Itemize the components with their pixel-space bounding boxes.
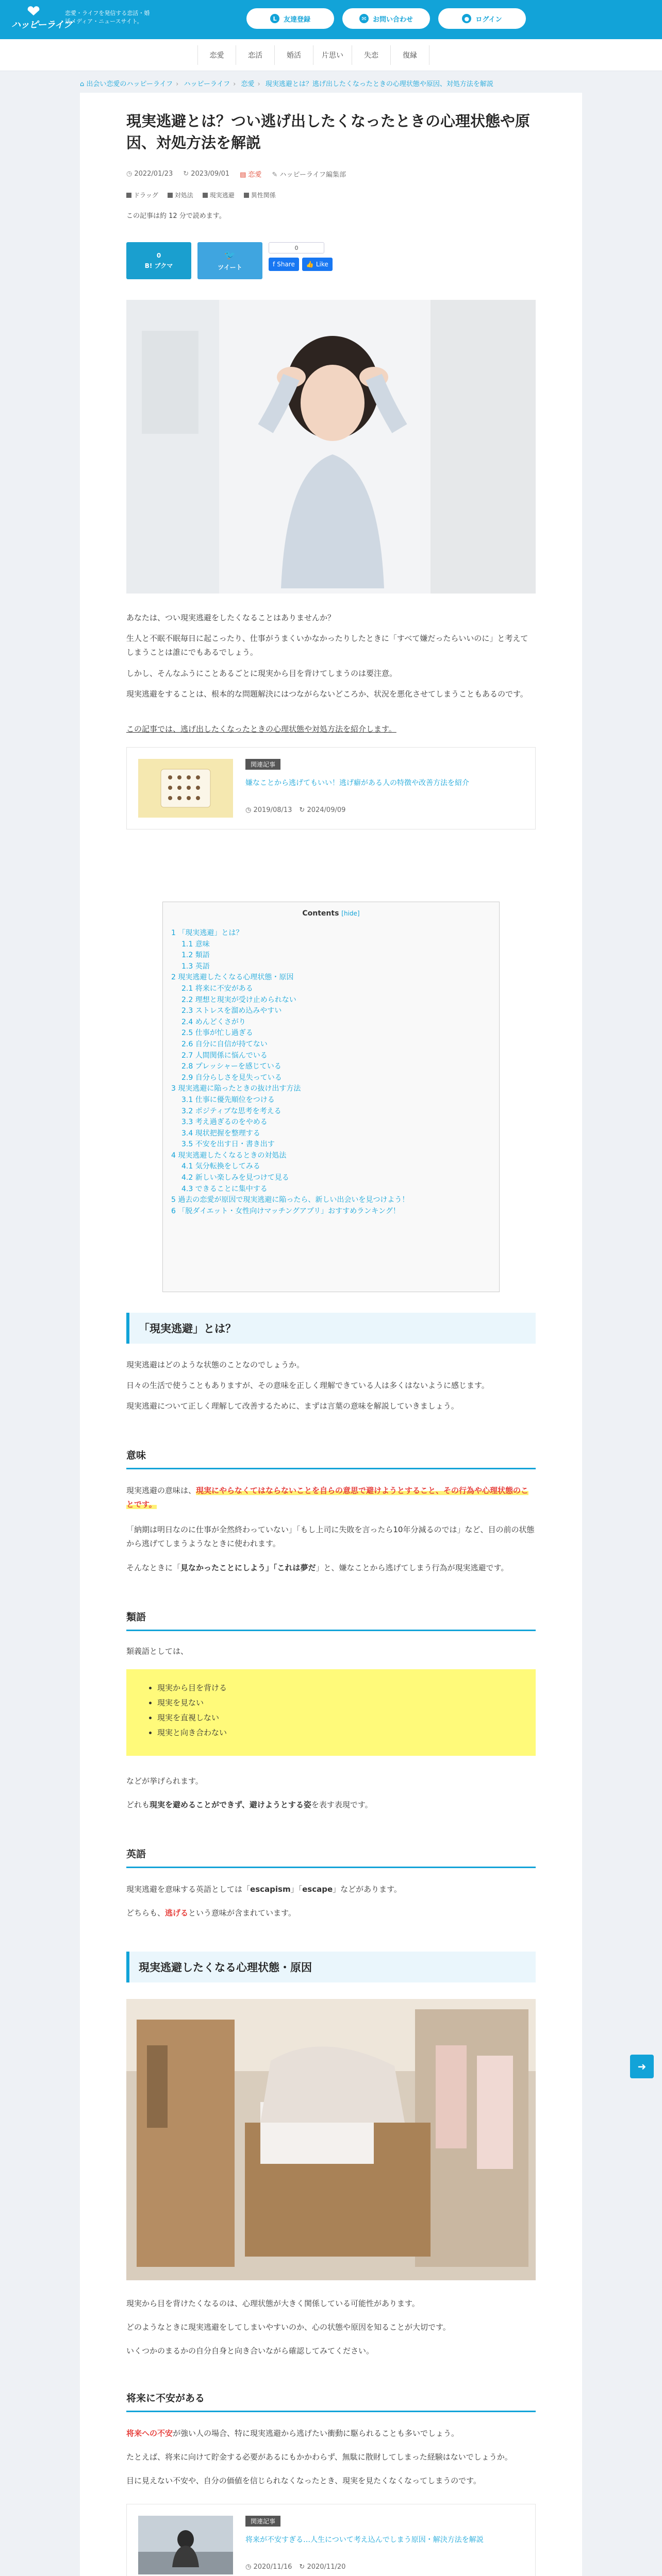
toc-item[interactable]: 1.1 意味 (181, 940, 210, 948)
red-text: 逃げる (165, 1908, 189, 1918)
s1-p1: 現実逃避はどのような状態のことなのでしょうか。 (126, 1360, 305, 1369)
toc-item[interactable]: 2.9 自分らしさを見失っている (181, 1073, 282, 1082)
updated-date: 2023/09/01 (191, 170, 230, 178)
global-nav (0, 39, 662, 71)
logo-text: ハッピーライフ (11, 20, 72, 30)
toc-item[interactable]: 3.2 ポジティブな思考を考える (181, 1107, 282, 1115)
facebook-widget (269, 242, 328, 279)
toc-item[interactable]: 3.5 不安を出す日・書き出す (181, 1140, 275, 1149)
bookmark-label: B! ブクマ (144, 262, 173, 269)
refresh-icon: ↻ (183, 170, 189, 178)
login-label: ログイン (475, 15, 502, 24)
facebook-count: 0 (269, 242, 324, 253)
tweet-label: ツイート (218, 264, 242, 271)
related-article-card[interactable] (126, 747, 536, 829)
read-time: この記事は約 12 分で読めます。 (126, 212, 226, 220)
clock-icon: ◷ (245, 806, 254, 814)
intro-p5: この記事では、逃げ出したくなったときの心理状態や対処方法を紹介します。 (126, 724, 396, 734)
highlight-text: 現実にやらなくてはならないことを自らの意思で避けようとすること、その行為や心理状態のことです。 (126, 1486, 529, 1509)
toc-title-text: Contents (302, 909, 339, 918)
s1-p3: 現実逃避について正しく理解して改善するために、まずは言葉の意味を解説していきましょう。 (126, 1401, 459, 1411)
hero-image (126, 300, 536, 594)
tag-label: 異性関係 (251, 192, 276, 199)
tag-label: ドラッグ (134, 192, 158, 199)
toc-item[interactable]: 2.6 自分に自信が持てない (181, 1040, 268, 1048)
toc-item[interactable]: 5 過去の恋愛が原因で現実逃避に陥ったら、新しい出会いを見つけよう！ (171, 1196, 409, 1205)
twitter-icon: 🐦 (224, 250, 236, 261)
breadcrumb-site[interactable]: ハッピーライフ (184, 80, 230, 88)
thumbs-up-icon: 👍 (306, 261, 314, 268)
toc-item[interactable]: 4 現実逃避したくなるときの対処法 (171, 1151, 287, 1160)
tag-icon (244, 193, 249, 198)
article-meta (126, 169, 536, 179)
related-label: 関連記事 (245, 759, 280, 770)
toc-item[interactable]: 2.3 ストレスを溜め込みやすい (181, 1007, 282, 1015)
related-thumbnail (138, 759, 233, 818)
article-card (80, 93, 582, 2576)
subsection-heading: 意味 (126, 1448, 536, 1469)
tag-icon (203, 193, 208, 198)
related-date-published: 2020/11/16 (253, 2563, 292, 2571)
line-friend-label: 友達登録 (283, 15, 310, 24)
related-dates (245, 2563, 345, 2571)
tag-item[interactable] (168, 191, 193, 199)
heart-logo-icon (26, 6, 41, 16)
s1-2-after2: どれも現実を避めることができず、避けようとする姿を表す表現です。 (126, 1800, 373, 1809)
nav-item-fukuen[interactable]: 復縁 (391, 45, 429, 65)
subsection-heading: 将来に不安がある (126, 2391, 536, 2412)
synonym-list (126, 1669, 536, 1756)
breadcrumb-category[interactable]: 恋愛 (241, 80, 255, 88)
s2-1-p2: たとえば、将来に向けて貯金する必要があるにもかかわらず、無駄に散財してしまった経験はないでしょうか。 (126, 2452, 512, 2462)
intro-p3: しかし、そんなふうにことあるごとに現実から目を背けてしまうのは要注意。 (126, 669, 398, 678)
category-link[interactable]: 恋愛 (248, 171, 262, 179)
related-thumbnail (138, 2516, 233, 2574)
nav-item-shitsuren[interactable]: 失恋 (352, 45, 391, 65)
contact-button[interactable] (342, 8, 430, 29)
person-icon: ✎ (272, 171, 278, 179)
bookmark-count: 0 (156, 251, 161, 259)
tag-label: 現実逃避 (209, 192, 235, 199)
site-logo[interactable] (11, 6, 72, 31)
tag-item[interactable] (203, 191, 235, 199)
toc-item[interactable]: 1 「現実逃避」とは？ (171, 929, 243, 937)
s1-p2: 日々の生活で使うこともありますが、その意味を正しく理解できている人は多くはないように感じます。 (126, 1381, 489, 1390)
toc-title (163, 909, 499, 918)
s1-1-p2: 「納期は明日なのに仕事が全然終わっていない」「もし上司に失敗を言ったら10年分減るのでは」など、目の前の状態から逃げてしまうようなときに使われます。 (126, 1525, 535, 1548)
bold-text: escapism (250, 1885, 291, 1894)
s2-p3: いくつかのまるかの自分自身と向き合いながら確認してみてください。 (126, 2346, 374, 2355)
related-article-card[interactable] (126, 2504, 536, 2576)
toc-item[interactable]: 3.1 仕事に優先順位をつける (181, 1095, 275, 1104)
facebook-icon: f (273, 261, 275, 268)
breadcrumb-current: 現実逃避とは？逃げ出したくなったときの心理状態や原因、対処方法を解説 (265, 80, 493, 88)
tweet-button[interactable] (197, 242, 262, 279)
s1-1-p3: そんなときに「見なかったことにしよう」「これは夢だ」と、嫌なことから逃げてしまう行為が現実逃避です。 (126, 1563, 509, 1572)
line-friend-button[interactable] (246, 8, 334, 29)
arrow-right-icon: ➜ (637, 2060, 647, 2073)
share-buttons (126, 242, 536, 279)
red-text: 将来への不安 (126, 2429, 173, 2438)
mail-icon: ✉ (359, 14, 369, 23)
toc-item[interactable]: 3.3 考え過ぎるのをやめる (181, 1118, 268, 1127)
s2-p2: どのようなときに現実逃避をしてしまいやすいのか、心の状態や原因を知ることが大切です。 (126, 2323, 451, 2332)
section-heading: 現実逃避したくなる心理状態・原因 (126, 1952, 536, 1982)
intro-p2: 生人と不眠不眠毎日に起こったり、仕事がうまくいかなかったりしたときに「すべて嫌だったらいいのに」と考えてしまうことは誰にでもあるでしょう。 (126, 634, 528, 657)
login-button[interactable] (438, 8, 526, 29)
messy-room-image (126, 1999, 536, 2280)
hatena-bookmark-button[interactable] (126, 242, 191, 279)
tag-icon (168, 193, 173, 198)
tag-list (126, 191, 536, 199)
toc-item[interactable]: 4.2 新しい楽しみを見つけて見る (181, 1174, 289, 1182)
toc-hide-toggle[interactable]: [hide] (341, 910, 360, 917)
subsection-heading: 類語 (126, 1609, 536, 1631)
intro-p4: 現実逃避をすることは、根本的な問題解決にはつながらないどころか、状況を悪化させてしまうこともあるのです。 (126, 689, 528, 699)
user-icon: ● (462, 14, 471, 23)
refresh-icon: ↻ (299, 806, 307, 814)
related-title[interactable]: 嫌なことから逃げてもいい！逃げ癖がある人の特徴や改善方法を紹介 (245, 779, 469, 787)
tag-icon (126, 193, 131, 198)
refresh-icon: ↻ (299, 2563, 307, 2571)
fb-share-button[interactable] (269, 258, 299, 271)
toc-item[interactable]: 2.4 めんどくさがり (181, 1018, 246, 1026)
fb-like-button[interactable] (302, 258, 333, 271)
toc-item[interactable]: 2.7 人間関係に悩んでいる (181, 1051, 268, 1060)
toc-item[interactable]: 2.1 将来に不安がある (181, 984, 253, 993)
list-item: • 現実を見ない (157, 1696, 536, 1710)
toc-item[interactable]: 2.5 仕事が忙し過ぎる (181, 1029, 253, 1038)
related-date-published: 2019/08/13 (253, 806, 292, 814)
intro-p1 (126, 611, 536, 625)
s1-3-p2: どちらも、逃げるという意味が含まれています。 (126, 1908, 296, 1918)
related-dates (245, 806, 345, 814)
s2-1-p3: 目に見えない不安や、自分の価値を信じられなくなったとき、現実を見たくなくなってしまうのです。 (126, 2476, 481, 2485)
contact-label: お問い合わせ (372, 15, 413, 24)
tag-item[interactable] (126, 191, 158, 199)
s1-1-p1: 現実逃避の意味は、現実にやらなくてはならないことを自らの意思で避けようとすること、その行為や心理状態のことです。 (126, 1486, 529, 1509)
author-name: ハッピーライフ編集部 (279, 171, 346, 179)
s2-p1: 現実から目を背けたくなるのは、心理状態が大きく関係している可能性があります。 (126, 2299, 420, 2308)
clock-icon: ◷ (126, 170, 133, 178)
article-title: 現実逃避とは？つい逃げ出したくなったときの心理状態や原因、対処方法を解説 (126, 112, 531, 151)
nav-item-renai[interactable]: 恋愛 (197, 45, 236, 65)
fb-like-label: Like (316, 261, 328, 268)
breadcrumb: ⌂ 出会い恋愛のハッピーライフ › ハッピーライフ › 恋愛 › 現実逃避とは？逃げ出したくなったときの心理状態や原因、対処方法を解説 (80, 80, 493, 88)
line-icon: L (270, 14, 279, 23)
bold-text: escape (302, 1885, 333, 1894)
s1-3-p1: 現実逃避を意味する英語としては「escapism」「escape」などがあります。 (126, 1885, 402, 1894)
nav-item-kataomoi[interactable]: 片思い (313, 45, 352, 65)
site-header (0, 0, 662, 39)
toc-item[interactable]: 6 「脱ダイエット・女性向けマッチングアプリ」おすすめランキング！ (171, 1207, 400, 1215)
clock-icon: ◷ (245, 2563, 254, 2571)
nav-item-konkatsu[interactable]: 婚活 (275, 45, 313, 65)
related-title[interactable]: 将来が不安すぎる…人生について考え込んでしまう原因・解決方法を解説 (245, 2536, 484, 2544)
bold-text: 現実を避めることができず、避けようとする姿 (150, 1800, 311, 1809)
list-item: • 現実を直視しない (157, 1710, 536, 1725)
s1-2-intro: 類義語としては、 (126, 1647, 189, 1656)
published-date: 2022/01/23 (134, 170, 173, 178)
subsection-heading: 英語 (126, 1846, 536, 1868)
toc-list (171, 928, 491, 1217)
toc-item[interactable]: 1.2 類語 (181, 951, 210, 960)
list-item: • 現実と向き合わない (157, 1725, 536, 1740)
section-heading: 「現実逃避」とは？ (126, 1313, 536, 1344)
home-icon: ⌂ (80, 80, 85, 88)
tag-label: 対処法 (174, 192, 193, 199)
list-item: • 現実から目を背ける (157, 1681, 536, 1696)
related-date-updated: 2024/09/09 (307, 806, 346, 814)
s2-1-p1: 将来への不安が強い人の場合、特に現実逃避から逃げたい衝動に駆られることも多いでしょう。 (126, 2429, 459, 2438)
toc-item[interactable]: 2.2 理想と現実が受け止められない (181, 995, 296, 1004)
toc-item[interactable]: 1.3 英語 (181, 962, 210, 971)
fb-share-label: Share (277, 261, 295, 268)
toc-item[interactable]: 3 現実逃避に陥ったときの抜け出す方法 (171, 1084, 301, 1093)
toc-item[interactable]: 4.3 できることに集中する (181, 1184, 268, 1193)
nav-item-renkatsu[interactable]: 恋活 (236, 45, 275, 65)
related-date-updated: 2020/11/20 (307, 2563, 346, 2571)
related-label: 関連記事 (245, 2516, 280, 2527)
toc-item[interactable]: 2.8 プレッシャーを感じている (181, 1062, 282, 1071)
intro-text-1: あなたは、つい現実逃避をしたくなることはありませんか？ (126, 613, 336, 622)
s1-2-after1: などが挙げられます。 (126, 1776, 203, 1786)
table-of-contents (162, 902, 500, 1292)
toc-item[interactable]: 2 現実逃避したくなる心理状態・原因 (171, 973, 294, 982)
site-tagline: 恋愛・ライフを発信する恋活・婚活メディア・ニュースサイト。 (65, 10, 150, 25)
toc-item[interactable]: 4.1 気分転換をしてみる (181, 1162, 260, 1171)
bold-text: 見なかったことにしよう」「これは夢だ (180, 1563, 316, 1572)
tag-item[interactable] (244, 191, 276, 199)
toc-item[interactable]: 3.4 現状把握を整理する (181, 1129, 260, 1138)
scroll-side-button[interactable] (630, 2055, 654, 2078)
breadcrumb-home[interactable]: 出会い恋愛のハッピーライフ (86, 80, 173, 88)
folder-icon: ▤ (240, 171, 246, 179)
